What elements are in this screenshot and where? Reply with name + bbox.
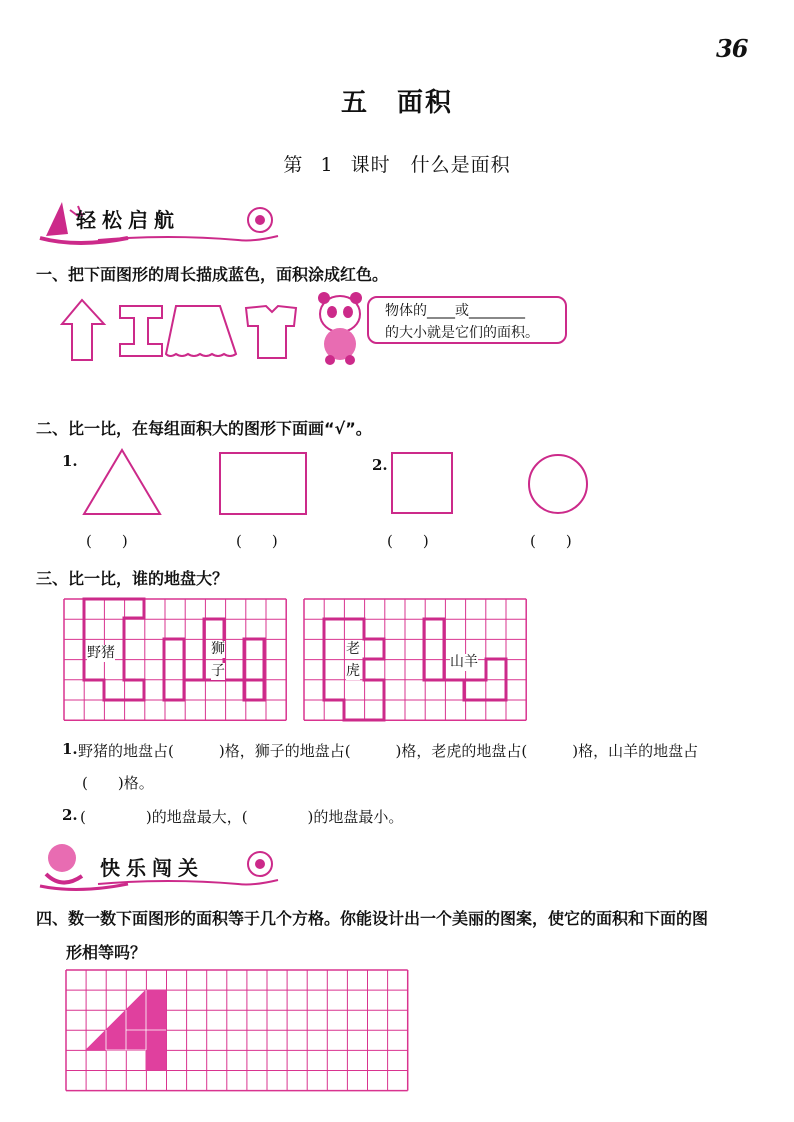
sub-question-1-cont: ( )格。 [82,774,154,792]
circle-shape [529,455,587,513]
skirt-shape [166,306,236,356]
chapter-title: 五 面积 [340,88,453,118]
panda-icon [312,290,368,366]
lion-label-2: 子 [211,663,225,679]
banner-easy-start-text: 轻松启航 [76,208,180,232]
question-3: 三、比一比，谁的地盘大？ [36,569,229,588]
sub-question-1: 野猪的地盘占( )格，狮子的地盘占( )格，老虎的地盘占( )格，山羊的地盘占 [78,742,699,760]
bubble-line-1: 物体的____或________ [385,303,525,319]
sub-question-2: ( )的地盘最大，( )的地盘最小。 [80,808,404,826]
speech-bubble [367,296,567,344]
answer-blank[interactable]: ( ) [387,532,429,550]
design-grid [64,968,416,1096]
square-shape [392,453,452,513]
arrow-shape [62,300,104,360]
q2-shapes [80,446,600,520]
sub-question-2-num: 2. [62,806,78,824]
goat-label: 山羊 [450,654,478,670]
shirt-shape [246,306,296,358]
page-number: 36 [716,34,748,63]
sailboat-icon [46,202,68,236]
i-beam-shape [120,306,162,356]
answer-blank[interactable]: ( ) [86,532,128,550]
question-4: 四、数一数下面图形的面积等于几个方格。你能设计出一个美丽的图案，使它的面积和下面的图 [36,909,709,928]
question-1: 一、把下面图形的周长描成蓝色，面积涂成红色。 [36,265,389,284]
q1-shapes [60,296,300,366]
group-2-label: 2. [372,456,388,474]
lion-label-1: 狮 [211,641,225,657]
group-1-label: 1. [62,452,78,470]
question-4-cont: 形相等吗？ [66,943,147,962]
triangle-shape [84,450,160,514]
question-2: 二、比一比，在每组面积大的图形下面画“√”。 [36,419,372,438]
boar-label: 野猪 [87,645,115,661]
rectangle-shape [220,453,306,514]
bubble-line-2: 的大小就是它们的面积。 [385,325,539,341]
banner-happy-challenge-text: 快乐闯关 [100,856,204,880]
tiger-label-1: 老 [346,641,360,657]
character-icon [48,844,76,872]
answer-blank[interactable]: ( ) [530,532,572,550]
sub-question-1-num: 1. [62,740,78,758]
tiger-label-2: 虎 [346,663,360,679]
lesson-title: 第 1 课时 什么是面积 [283,154,511,176]
answer-blank[interactable]: ( ) [236,532,278,550]
